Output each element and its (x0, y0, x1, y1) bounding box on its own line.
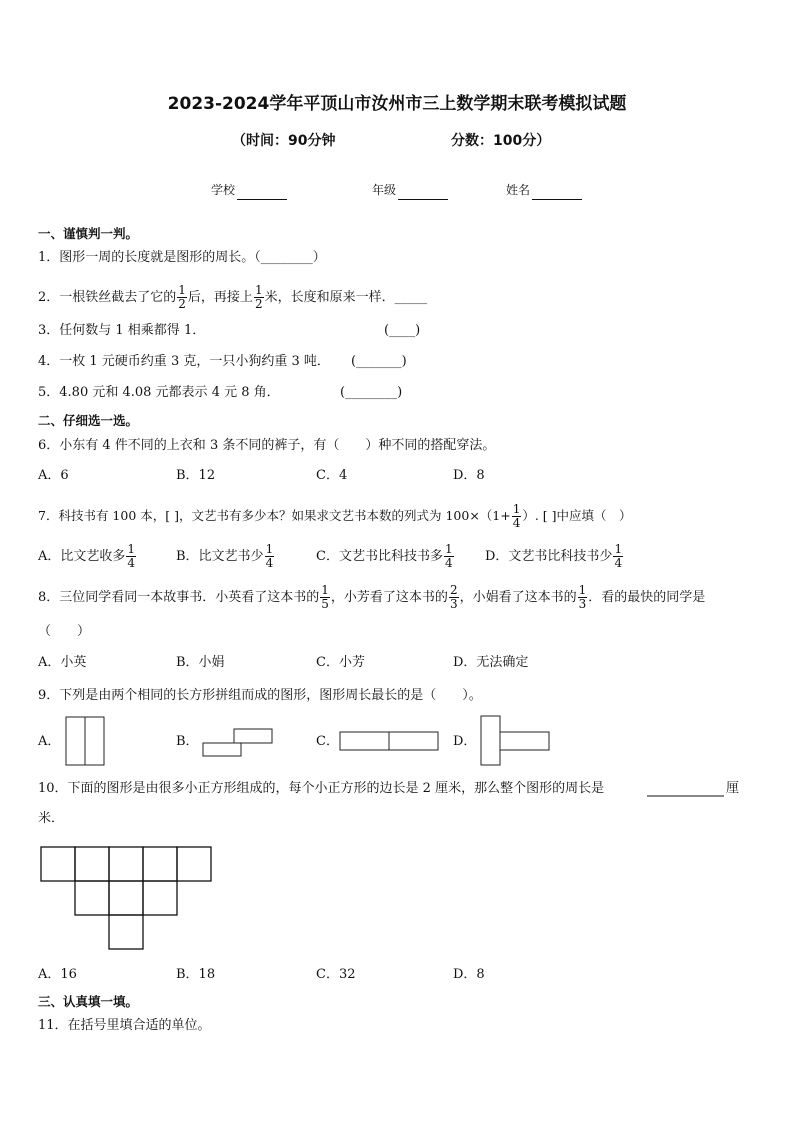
q9-figure-b (203, 729, 272, 756)
name-label: 姓名 (506, 183, 531, 197)
q6-option-b[interactable]: B．12 (176, 468, 216, 483)
q10-option-b[interactable]: B．18 (176, 967, 216, 982)
q9-figure-c (340, 732, 438, 750)
q10-option-a[interactable]: A．16 (38, 967, 77, 982)
q2-text-c: 米，长度和原来一样．_____ (264, 290, 428, 305)
section-heading-2: 二、仔细选一选。 (38, 413, 139, 428)
question-3: 3．任何数与 1 相乘都得 1． (38, 323, 206, 338)
q8-fraction-1: $\frac{1}{5}$ (321, 583, 329, 611)
q8-option-a[interactable]: A．小英 (38, 655, 87, 670)
question-5: 5．4.80 元和 4.08 元都表示 4 元 8 角． (38, 385, 280, 400)
q8-option-b[interactable]: B．小娟 (176, 655, 225, 670)
q9-option-a[interactable]: A． (38, 734, 61, 749)
q9-option-c[interactable]: C． (316, 734, 339, 749)
question-10: 10．下面的图形是由很多小正方形组成的，每个小正方形的边长是 2 厘米，那么整个图形的周长是 (38, 781, 605, 796)
q10-tail-2: 米． (38, 811, 65, 826)
q7-option-d[interactable]: D．文艺书比科技书少 $\frac{1}{4}$ (485, 542, 623, 570)
q9-option-b[interactable]: B． (176, 734, 199, 749)
q8-fraction-2: $\frac{2}{3}$ (449, 583, 458, 611)
q7-text-a: 7．科技书有 100 本，[ ]，文艺书有多少本？如果求文艺书本数的列式为 100×（1+ (38, 508, 511, 523)
question-9: 9．下列是由两个相同的长方形拼组而成的图形，图形周长最长的是（ ）。 (38, 688, 482, 703)
page-title: 2023-2024学年平顶山市汝州市三上数学期末联考模拟试题 (167, 94, 627, 114)
q8-fraction-3: $\frac{1}{3}$ (578, 583, 587, 611)
q2-text-a: 2．一根铁丝截去了它的 (38, 290, 177, 305)
q2-text-b: 后，再接上 (187, 290, 253, 305)
q6-option-c[interactable]: C．4 (316, 468, 348, 483)
exam-score: 分数：100分） (451, 133, 551, 149)
q3-answer-paren[interactable]: (____) (384, 323, 421, 338)
section-heading-3: 三、认真填一填。 (38, 994, 139, 1009)
q4-answer-paren[interactable]: (_______) (351, 354, 407, 369)
q9-figure-a (66, 717, 104, 765)
question-1: 1．图形一周的长度就是图形的周长。（________） (38, 250, 326, 265)
q7-option-a[interactable]: A．比文艺收多 $\frac{1}{4}$ (38, 542, 136, 570)
q10-option-c[interactable]: C．32 (316, 967, 356, 982)
q2-fraction-1: $\frac{1}{2}$ (178, 283, 186, 311)
question-6: 6．小东有 4 件不同的上衣和 3 条不同的裤子，有（ ）种不同的搭配穿法。 (38, 438, 496, 453)
q2-fraction-2: $\frac{1}{2}$ (254, 283, 263, 311)
question-8: 8．三位同学看同一本故事书．小英看了这本书的 $\frac{1}{5}$ ，小芳看了这本书的 $\frac{2}{3}$ ，小娟看了这本书的 $\frac{1}{3}$ ．看的最快的同学是 (38, 583, 706, 611)
q5-answer-paren[interactable]: (________) (340, 385, 403, 400)
q8-option-d[interactable]: D．无法确定 (453, 655, 529, 670)
grade-label: 年级 (372, 183, 397, 197)
q6-option-a[interactable]: A．6 (38, 468, 69, 483)
q9-figure-d (481, 716, 549, 765)
school-label: 学校 (211, 183, 236, 197)
q10-tail-1: 厘 (726, 781, 740, 796)
section-heading-1: 一、谨慎判一判。 (38, 226, 139, 241)
q10-option-d[interactable]: D．8 (453, 967, 485, 982)
exam-time: （时间：90分钟 (232, 133, 336, 149)
q7-option-b[interactable]: B．比文艺书少 $\frac{1}{4}$ (176, 542, 274, 570)
question-4: 4．一枚 1 元硬币约重 3 克，一只小狗约重 3 吨． (38, 354, 330, 369)
q10-figure (41, 847, 211, 949)
q7-text-b: ）. [ ]中应填（ ） (522, 508, 632, 523)
question-11: 11．在括号里填合适的单位。 (38, 1018, 211, 1033)
q6-option-d[interactable]: D．8 (453, 468, 485, 483)
q8-option-c[interactable]: C．小芳 (316, 655, 365, 670)
q8-answer-paren[interactable]: （ ） (38, 624, 91, 639)
q7-option-c[interactable]: C．文艺书比科技书多 $\frac{1}{4}$ (316, 542, 453, 570)
q7-fraction: $\frac{1}{4}$ (512, 502, 521, 530)
q9-option-d[interactable]: D． (453, 734, 477, 749)
